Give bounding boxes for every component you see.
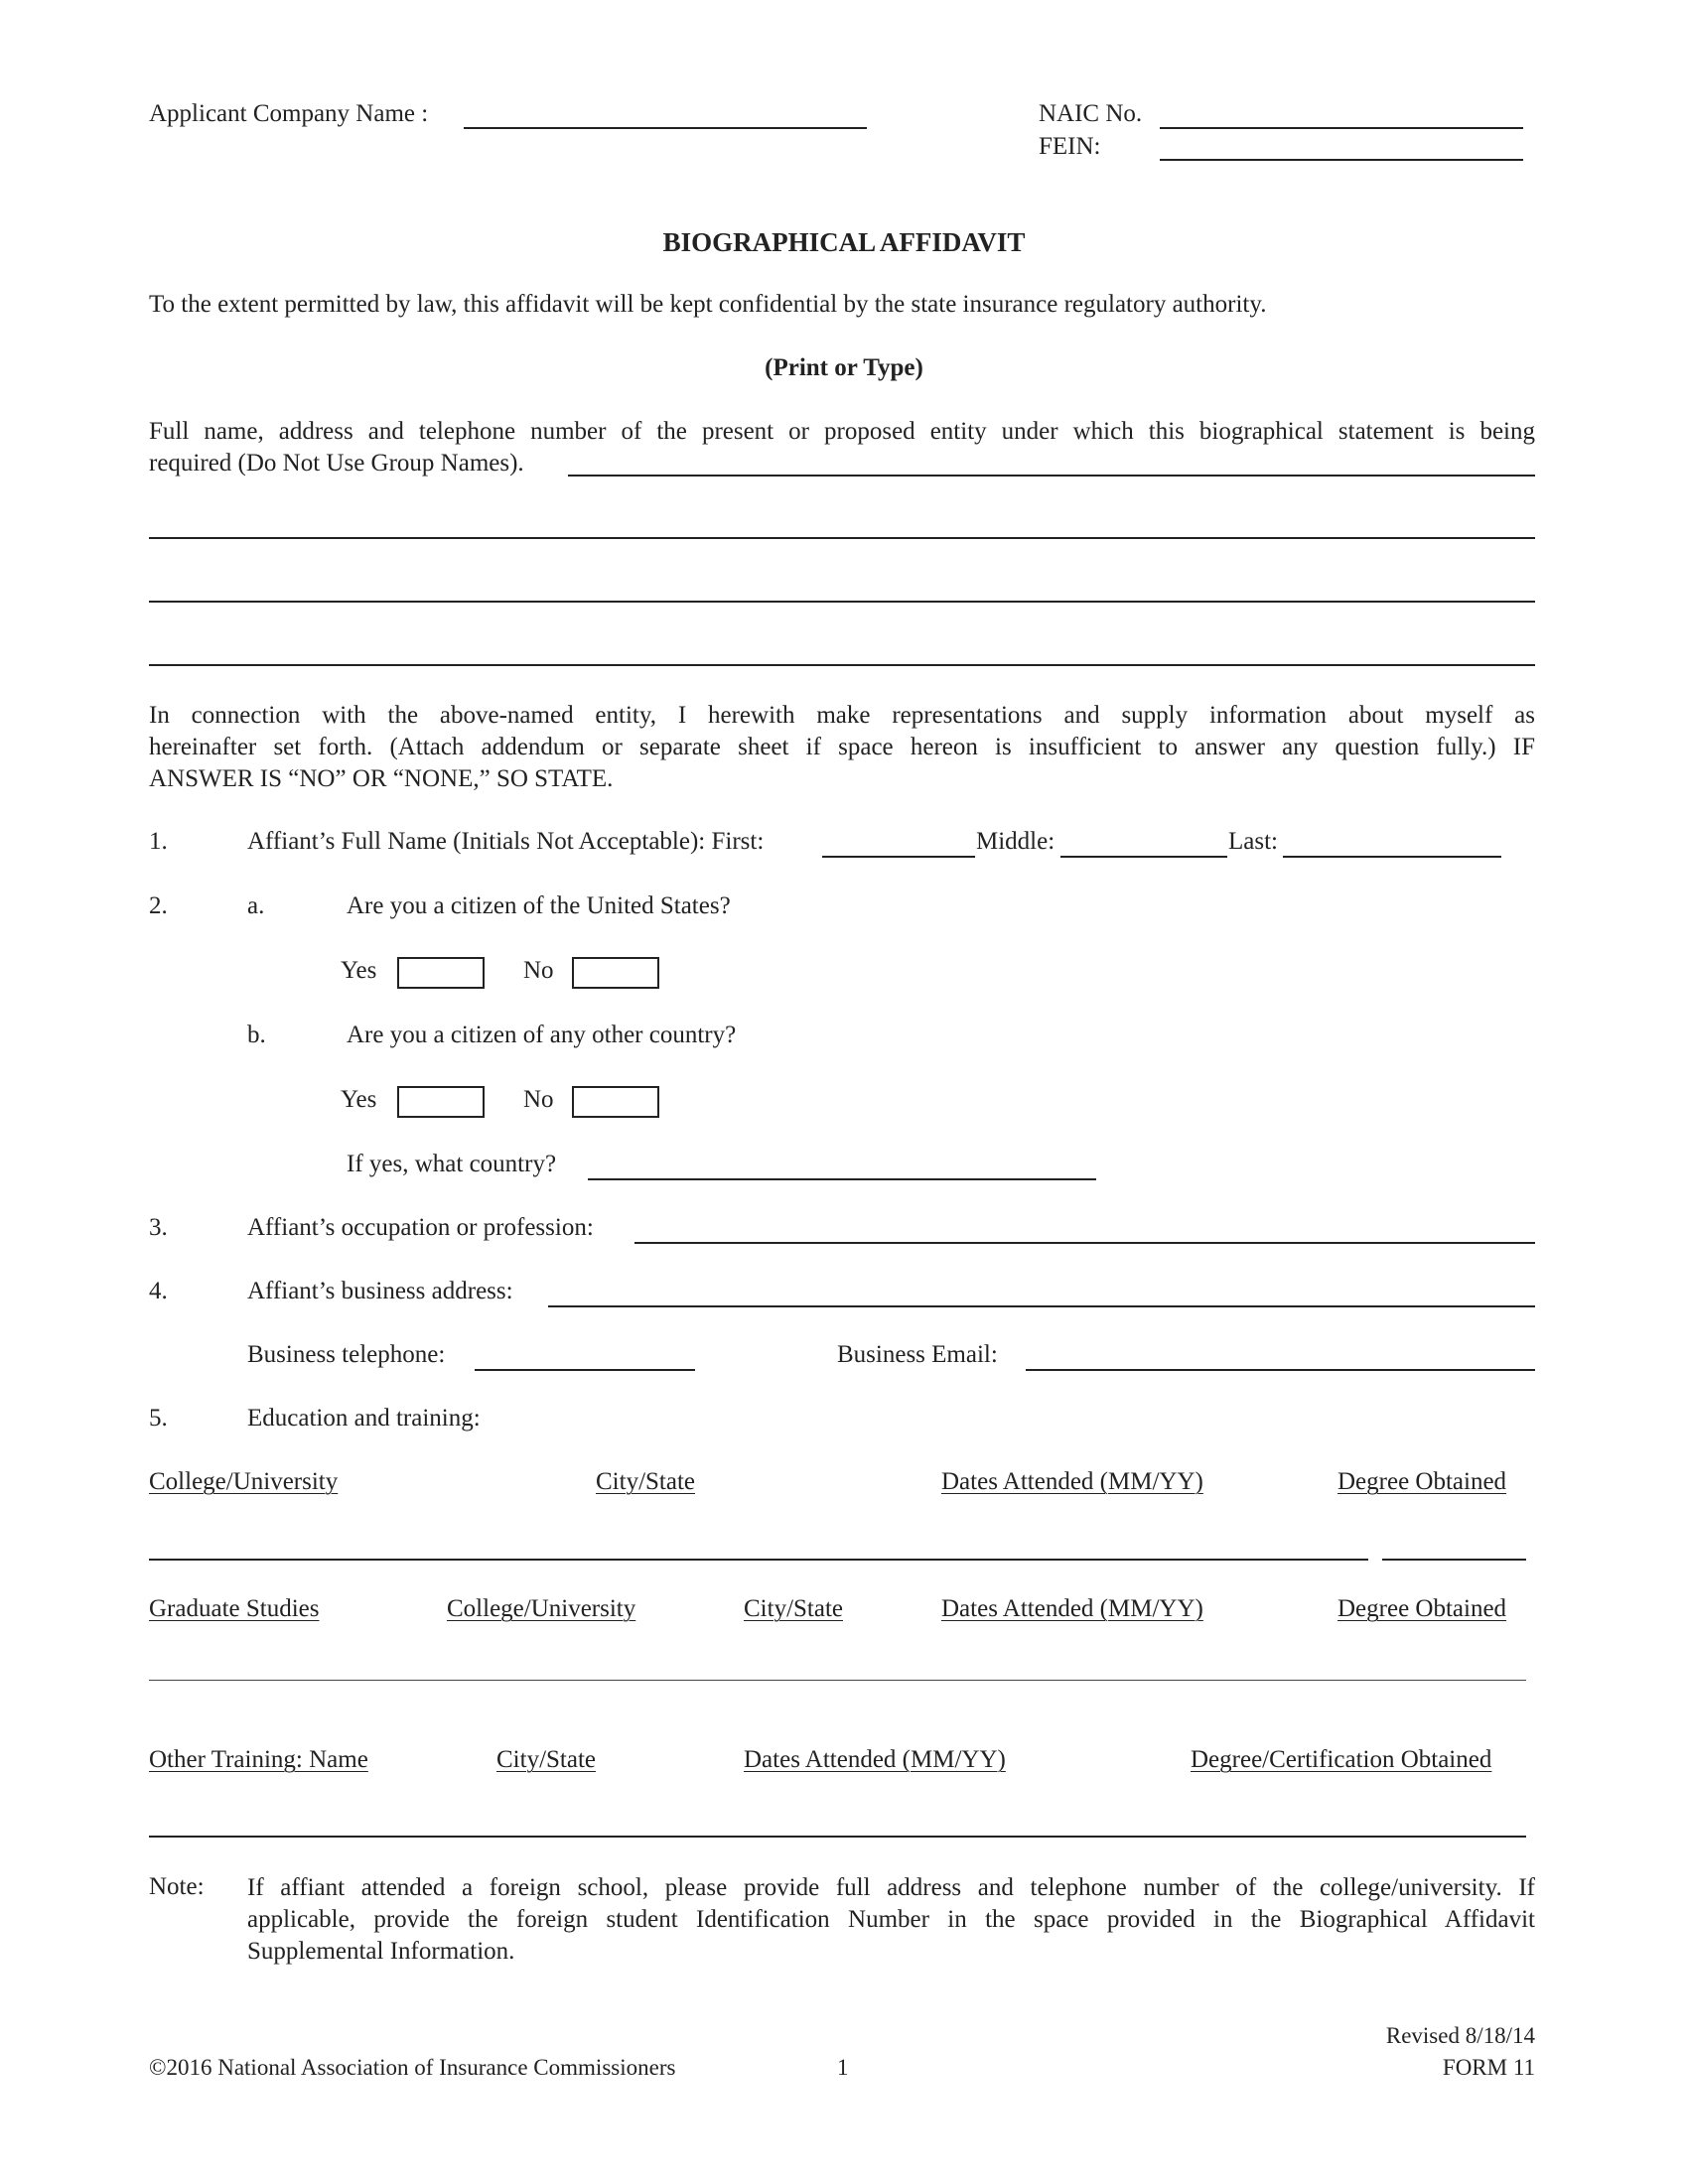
entity-field-line3[interactable] bbox=[149, 601, 1535, 603]
entity-prompt-line1: Full name, address and telephone number of the present or proposed entity under which this biographical statement is being bbox=[149, 418, 1535, 445]
connection-line1: In connection with the above-named entity, I herewith make representations and supply information about myself as bbox=[149, 702, 1535, 729]
country-prompt: If yes, what country? bbox=[347, 1151, 557, 1177]
naic-label: NAIC No. bbox=[1039, 100, 1143, 127]
college-entry-field[interactable] bbox=[149, 1559, 1368, 1561]
business-email-field[interactable] bbox=[1026, 1369, 1535, 1371]
connection-line2: hereinafter set forth. (Attach addendum or separate sheet if space hereon is insufficient to answer any question fully.) IF bbox=[149, 734, 1535, 760]
naic-field[interactable] bbox=[1160, 127, 1523, 129]
q2b-no-label: No bbox=[523, 1086, 554, 1113]
q2b-yes-checkbox[interactable] bbox=[397, 1086, 485, 1118]
confidentiality-statement: To the extent permitted by law, this affidavit will be kept confidential by the state insurance regulatory authority. bbox=[149, 291, 1267, 318]
q2a-yes-label: Yes bbox=[341, 957, 377, 984]
note-line3: Supplemental Information. bbox=[247, 1938, 515, 1965]
last-name-field[interactable] bbox=[1283, 856, 1501, 858]
entity-field-line4[interactable] bbox=[149, 664, 1535, 666]
business-phone-label: Business telephone: bbox=[247, 1341, 446, 1368]
print-or-type-note: (Print or Type) bbox=[765, 354, 923, 381]
last-name-label: Last: bbox=[1228, 828, 1278, 855]
graduate-header-city-state: City/State bbox=[744, 1595, 843, 1622]
note-label: Note: bbox=[149, 1873, 205, 1900]
q2a-yes-checkbox[interactable] bbox=[397, 957, 485, 989]
occupation-field[interactable] bbox=[634, 1242, 1535, 1244]
q2b-letter: b. bbox=[247, 1022, 266, 1048]
q3-label: Affiant’s occupation or profession: bbox=[247, 1214, 594, 1241]
connection-paragraph bbox=[149, 700, 1535, 795]
college-header-dates: Dates Attended (MM/YY) bbox=[941, 1468, 1203, 1495]
first-name-field[interactable] bbox=[822, 856, 975, 858]
college-header-institution: College/University bbox=[149, 1468, 339, 1495]
revised-date: Revised 8/18/14 bbox=[1385, 2023, 1535, 2048]
q2a-text: Are you a citizen of the United States? bbox=[347, 892, 731, 919]
college-header-degree: Degree Obtained bbox=[1337, 1468, 1507, 1495]
q2a-no-label: No bbox=[523, 957, 554, 984]
copyright: ©2016 National Association of Insurance Commissioners bbox=[149, 2055, 676, 2080]
q2a-letter: a. bbox=[247, 892, 265, 919]
q1-label: Affiant’s Full Name (Initials Not Acceptable): First: bbox=[247, 828, 765, 855]
q5-number: 5. bbox=[149, 1405, 168, 1432]
other-header-degree: Degree/Certification Obtained bbox=[1191, 1746, 1492, 1773]
fein-field[interactable] bbox=[1160, 159, 1523, 161]
company-name-field[interactable] bbox=[464, 127, 867, 129]
page-title: BIOGRAPHICAL AFFIDAVIT bbox=[662, 227, 1026, 257]
q1-number: 1. bbox=[149, 828, 168, 855]
other-header-name: Other Training: Name bbox=[149, 1746, 368, 1773]
form-number: FORM 11 bbox=[1442, 2055, 1535, 2080]
company-name-label: Applicant Company Name : bbox=[149, 100, 429, 127]
graduate-header-institution: College/University bbox=[447, 1595, 636, 1622]
business-phone-field[interactable] bbox=[475, 1369, 695, 1371]
q2a-no-checkbox[interactable] bbox=[572, 957, 659, 989]
note-line1: If affiant attended a foreign school, please provide full address and telephone number of the college/university. If bbox=[247, 1874, 1535, 1901]
fein-label: FEIN: bbox=[1039, 133, 1101, 160]
q4-label: Affiant’s business address: bbox=[247, 1278, 513, 1304]
connection-line3: ANSWER IS “NO” OR “NONE,” SO STATE. bbox=[149, 765, 614, 792]
q2b-no-checkbox[interactable] bbox=[572, 1086, 659, 1118]
business-address-field[interactable] bbox=[548, 1305, 1535, 1307]
note-text bbox=[247, 1872, 1535, 1968]
other-header-dates: Dates Attended (MM/YY) bbox=[744, 1746, 1006, 1773]
q2-number: 2. bbox=[149, 892, 168, 919]
other-header-city-state: City/State bbox=[496, 1746, 596, 1773]
college-degree-field[interactable] bbox=[1382, 1559, 1526, 1561]
entity-prompt bbox=[149, 416, 1535, 479]
entity-prompt-line2: required (Do Not Use Group Names). bbox=[149, 450, 524, 477]
middle-name-field[interactable] bbox=[1060, 856, 1227, 858]
other-training-entry-field[interactable] bbox=[149, 1836, 1526, 1838]
q5-label: Education and training: bbox=[247, 1405, 481, 1432]
q3-number: 3. bbox=[149, 1214, 168, 1241]
graduate-header-studies: Graduate Studies bbox=[149, 1595, 320, 1622]
graduate-entry-field[interactable] bbox=[149, 1680, 1526, 1681]
q4-number: 4. bbox=[149, 1278, 168, 1304]
graduate-header-degree: Degree Obtained bbox=[1337, 1595, 1507, 1622]
entity-field-line2[interactable] bbox=[149, 537, 1535, 539]
q2b-yes-label: Yes bbox=[341, 1086, 377, 1113]
graduate-header-dates: Dates Attended (MM/YY) bbox=[941, 1595, 1203, 1622]
note-line2: applicable, provide the foreign student Identification Number in the space provided in the Biographical Affidavit bbox=[247, 1906, 1535, 1933]
page-number: 1 bbox=[837, 2055, 849, 2080]
entity-field-line1[interactable] bbox=[568, 475, 1535, 477]
business-email-label: Business Email: bbox=[837, 1341, 998, 1368]
q2b-text: Are you a citizen of any other country? bbox=[347, 1022, 737, 1048]
middle-name-label: Middle: bbox=[976, 828, 1055, 855]
other-country-field[interactable] bbox=[588, 1178, 1096, 1180]
college-header-city-state: City/State bbox=[596, 1468, 695, 1495]
